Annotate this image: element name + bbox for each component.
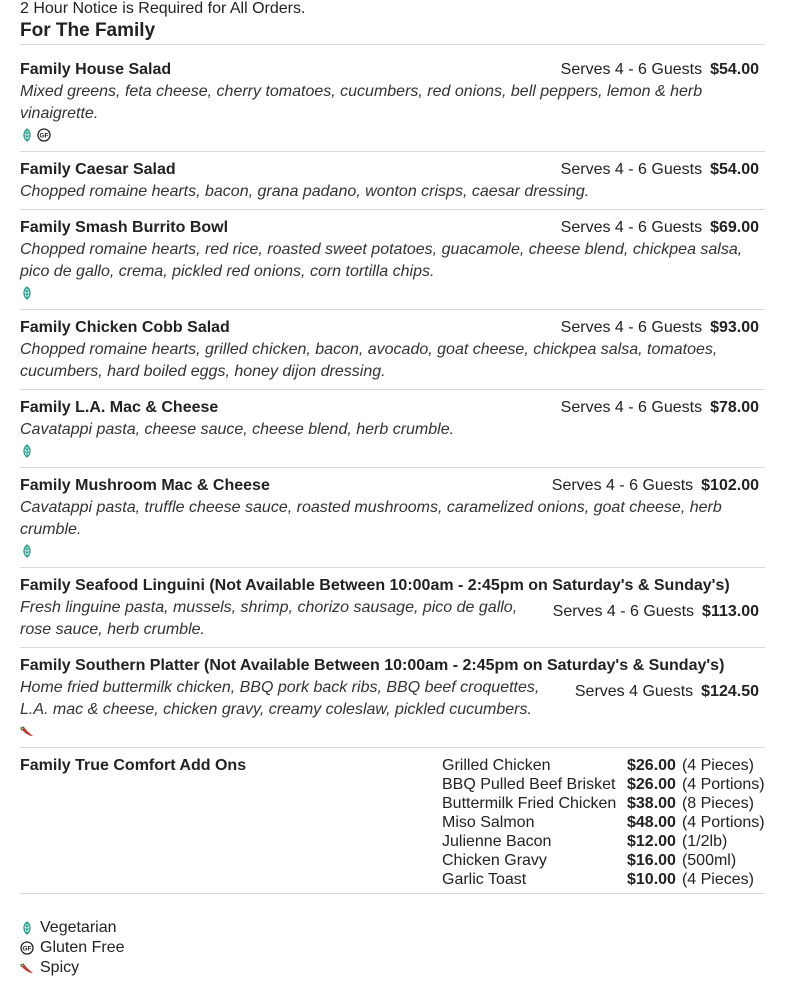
item-price-block	[561, 217, 759, 239]
leaf-icon	[20, 128, 34, 142]
addon-quantity: (4 Pieces)	[681, 871, 754, 888]
addon-price: $16.00	[627, 852, 676, 869]
menu-item-family-la-mac-cheese	[20, 397, 765, 461]
divider	[20, 44, 765, 45]
item-name: Family Chicken Cobb Salad	[20, 319, 230, 336]
legend-row-vegetarian	[20, 918, 124, 938]
addon-quantity: (4 Pieces)	[681, 757, 754, 774]
dietary-icons	[20, 283, 765, 303]
leaf-icon	[20, 444, 34, 458]
addons-list	[442, 756, 765, 889]
item-description: Chopped romaine hearts, red rice, roasted sweet potatoes, guacamole, cheese blend, chickpea salsa, pico de gallo, crema, pickled red onions, corn tortilla chips.	[20, 241, 743, 280]
item-serves: Serves 4 - 6 Guests	[560, 161, 703, 178]
item-name: Family Smash Burrito Bowl	[20, 219, 229, 236]
addon-name: BBQ Pulled Beef Brisket	[442, 776, 616, 793]
item-price-block	[561, 317, 759, 339]
addon-name: Garlic Toast	[442, 871, 527, 888]
addon-quantity: (4 Portions)	[681, 776, 765, 793]
leaf-icon	[20, 544, 34, 558]
item-description: Chopped romaine hearts, bacon, grana padano, wonton crisps, caesar dressing.	[20, 183, 590, 200]
addon-quantity: (4 Portions)	[681, 814, 765, 831]
item-price-block	[552, 475, 759, 497]
item-description: Mixed greens, feta cheese, cherry tomatoes, cucumbers, red onions, bell peppers, lemon & herb vinaigrette.	[20, 83, 703, 122]
item-name: Family Caesar Salad	[20, 161, 176, 178]
divider	[20, 309, 765, 310]
legend-row-spicy	[20, 958, 124, 978]
icon-legend	[20, 918, 124, 978]
item-serves: Serves 4 - 6 Guests	[560, 61, 703, 78]
item-price-block	[561, 59, 759, 81]
addon-price: $26.00	[627, 776, 676, 793]
addon-name: Chicken Gravy	[442, 852, 547, 869]
menu-item-family-house-salad	[20, 59, 765, 145]
menu-item-family-caesar-salad	[20, 159, 765, 203]
legend-row-gluten-free	[20, 938, 124, 958]
item-price: $54.00	[710, 61, 759, 78]
legend-label: Spicy	[40, 959, 80, 976]
addon-name: Miso Salmon	[442, 814, 535, 831]
item-name: Family Southern Platter (Not Available Between 10:00am - 2:45pm on Saturday's & Sunday's)	[20, 657, 725, 674]
item-name: Family Mushroom Mac & Cheese	[20, 477, 270, 494]
divider	[20, 389, 765, 390]
addon-name: Buttermilk Fried Chicken	[442, 795, 617, 812]
chili-pepper-icon	[20, 724, 34, 738]
item-description: Home fried buttermilk chicken, BBQ pork back ribs, BBQ beef croquettes, L.A. mac & cheese, chicken gravy, creamy coleslaw, pickled cucumbers.	[20, 679, 540, 718]
addon-price: $38.00	[627, 795, 676, 812]
addon-price: $26.00	[627, 757, 676, 774]
order-notice: 2 Hour Notice is Required for All Orders.	[20, 0, 306, 17]
item-serves: Serves 4 - 6 Guests	[560, 219, 703, 236]
leaf-icon	[20, 286, 34, 300]
item-price: $124.50	[701, 683, 759, 700]
dietary-icons	[20, 441, 765, 461]
divider	[20, 151, 765, 152]
divider	[20, 467, 765, 468]
item-serves: Serves 4 - 6 Guests	[551, 477, 694, 494]
addon-name: Julienne Bacon	[442, 833, 552, 850]
addon-row	[442, 794, 765, 813]
dietary-icons	[20, 721, 765, 741]
item-serves: Serves 4 - 6 Guests	[552, 603, 695, 620]
addon-quantity: (8 Pieces)	[681, 795, 754, 812]
section-title: For The Family	[20, 20, 156, 41]
divider	[20, 893, 765, 894]
item-price-block	[553, 601, 759, 623]
item-price-block	[561, 159, 759, 181]
addon-price: $12.00	[627, 833, 676, 850]
item-description: Cavatappi pasta, cheese sauce, cheese blend, herb crumble.	[20, 421, 455, 438]
item-price-block	[575, 681, 759, 703]
menu-item-family-southern-platter	[20, 655, 765, 741]
item-price: $93.00	[710, 319, 759, 336]
menu-item-family-seafood-linguini	[20, 575, 765, 641]
item-description: Fresh linguine pasta, mussels, shrimp, chorizo sausage, pico de gallo, rose sauce, herb crumble.	[20, 599, 518, 638]
item-price: $69.00	[710, 219, 759, 236]
item-name: Family House Salad	[20, 61, 172, 78]
menu-item-family-mushroom-mac-cheese	[20, 475, 765, 561]
dietary-icons	[20, 541, 765, 561]
svg-text:GF: GF	[39, 132, 49, 140]
addon-row	[442, 832, 765, 851]
menu-item-family-smash-burrito-bowl	[20, 217, 765, 303]
addon-row	[442, 813, 765, 832]
addon-price: $48.00	[627, 814, 676, 831]
item-serves: Serves 4 Guests	[574, 683, 694, 700]
addon-row	[442, 775, 765, 794]
item-serves: Serves 4 - 6 Guests	[560, 399, 703, 416]
addon-quantity: (500ml)	[681, 852, 737, 869]
svg-text:GF: GF	[22, 945, 32, 953]
addon-quantity: (1/2lb)	[681, 833, 728, 850]
divider	[20, 209, 765, 210]
legend-label: Gluten Free	[40, 939, 125, 956]
item-name: Family Seafood Linguini (Not Available Between 10:00am - 2:45pm on Saturday's & Sunday's)	[20, 577, 730, 594]
item-price: $78.00	[710, 399, 759, 416]
item-description: Cavatappi pasta, truffle cheese sauce, roasted mushrooms, caramelized onions, goat cheese, herb crumble.	[20, 499, 722, 538]
addon-price: $10.00	[627, 871, 676, 888]
addons-title: Family True Comfort Add Ons	[20, 757, 247, 774]
menu-item-family-chicken-cobb-salad	[20, 317, 765, 383]
item-price: $113.00	[702, 603, 759, 620]
gluten-free-icon	[20, 941, 34, 955]
item-price-block	[561, 397, 759, 419]
addon-row	[442, 851, 765, 870]
item-price: $54.00	[710, 161, 759, 178]
dietary-icons	[20, 125, 765, 145]
addon-name: Grilled Chicken	[442, 757, 551, 774]
chili-pepper-icon	[20, 961, 34, 975]
gluten-free-icon	[37, 128, 51, 142]
item-price: $102.00	[701, 477, 759, 494]
legend-label: Vegetarian	[40, 919, 117, 936]
divider	[20, 647, 765, 648]
item-description: Chopped romaine hearts, grilled chicken, bacon, avocado, goat cheese, chickpea salsa, tomatoes, cucumbers, hard boiled eggs, honey dijon dressing.	[20, 341, 718, 380]
item-serves: Serves 4 - 6 Guests	[560, 319, 703, 336]
divider	[20, 567, 765, 568]
addon-row	[442, 756, 765, 775]
addon-row	[442, 870, 765, 889]
item-name: Family L.A. Mac & Cheese	[20, 399, 219, 416]
divider	[20, 747, 765, 748]
leaf-icon	[20, 921, 34, 935]
